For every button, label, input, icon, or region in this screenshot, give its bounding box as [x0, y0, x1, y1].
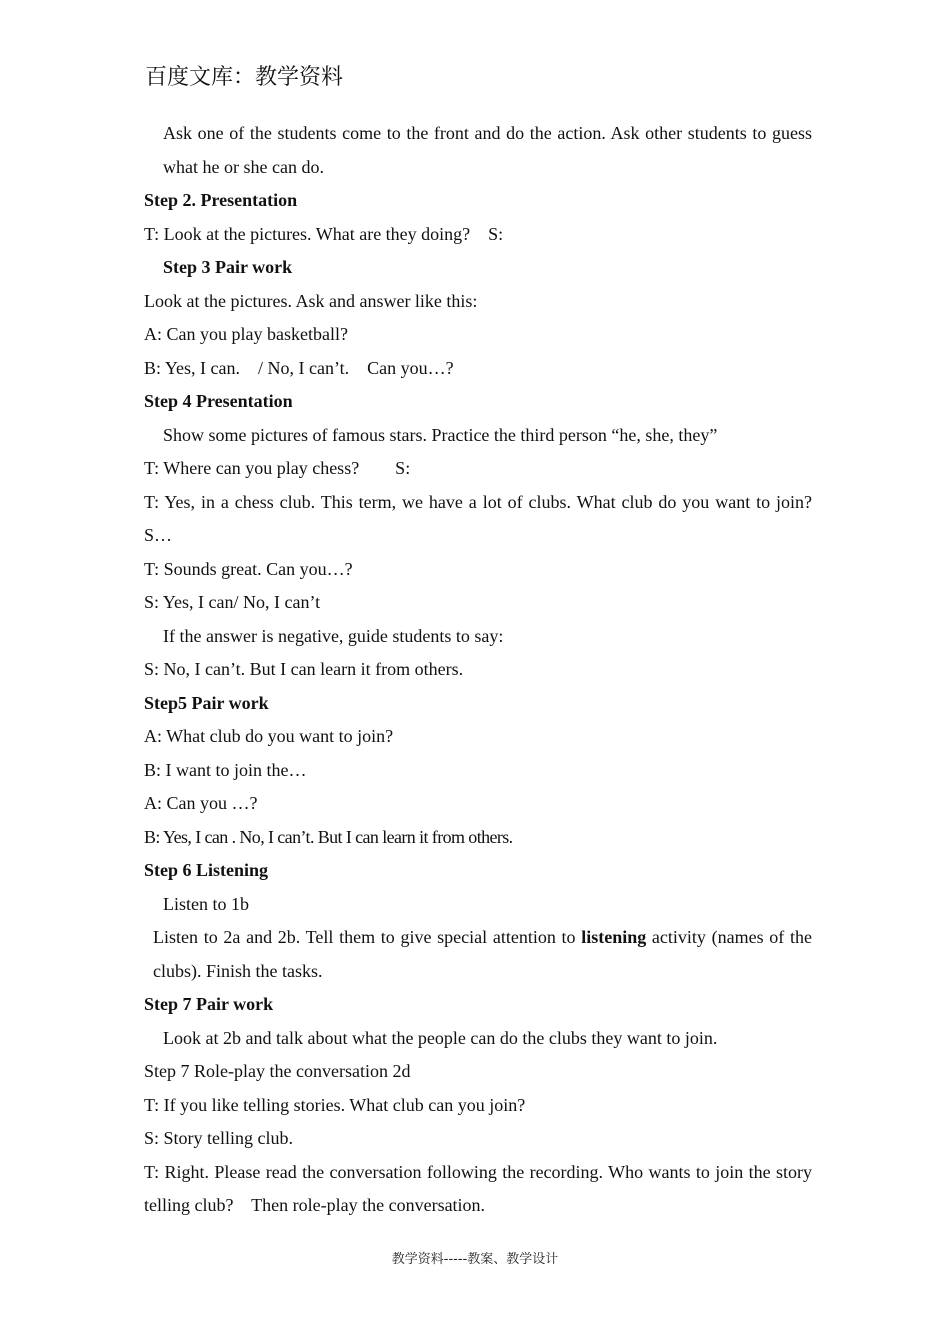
- paragraph: Show some pictures of famous stars. Practice the third person “he, she, they”: [163, 424, 718, 445]
- step-heading: Step 6 Listening: [144, 860, 269, 880]
- dialogue-line: A: Can you …?: [144, 793, 258, 813]
- dialogue-line: T: Sounds great. Can you…?: [144, 558, 353, 579]
- dialogue-line: B: Yes, I can . No, I can’t. But I can learn it from others.: [144, 826, 513, 847]
- document-body: [144, 117, 857, 1223]
- page-footer: 教学资料-----教案、教学设计: [391, 1252, 559, 1267]
- dialogue-line: T: Right. Please read the conversation following the recording. Who wants to join the story telling club? Then role-play the conversation.: [144, 1161, 817, 1215]
- page-header: 百度文库：教学资料: [145, 65, 344, 90]
- paragraph: T: Look at the pictures. What are they doing? S:: [144, 223, 504, 244]
- paragraph: Look at 2b and talk about what the people can do the clubs they want to join.: [163, 1027, 718, 1048]
- paragraph: If the answer is negative, guide students to say:: [163, 625, 504, 646]
- step-heading: Step5 Pair work: [144, 692, 269, 713]
- paragraph-text: Listen to 2a and 2b. Tell them to give special attention to: [153, 927, 582, 947]
- paragraph-text: activity (names of the clubs). Finish the tasks.: [153, 927, 812, 981]
- step-heading: Step 4 Presentation: [144, 391, 293, 411]
- step-heading: Step 3 Pair work: [163, 257, 293, 277]
- paragraph: Look at the pictures. Ask and answer like this:: [144, 290, 478, 311]
- dialogue-line: T: If you like telling stories. What club can you join?: [144, 1094, 526, 1115]
- dialogue-line: S: No, I can’t. But I can learn it from others.: [144, 659, 464, 679]
- emphasis-text: listening: [581, 927, 647, 947]
- paragraph: Listen to 1b: [163, 893, 249, 914]
- dialogue-line: A: What club do you want to join?: [144, 726, 394, 746]
- dialogue-line: B: Yes, I can. / No, I can’t. Can you…?: [144, 357, 454, 378]
- dialogue-line: T: Yes, in a chess club. This term, we have a lot of clubs. What club do you want to join? S…: [144, 491, 857, 545]
- dialogue-line: T: Where can you play chess? S:: [144, 458, 411, 478]
- step-heading-plain: Step 7 Role-play the conversation 2d: [144, 1061, 411, 1081]
- paragraph: [144, 921, 812, 988]
- paragraph: Ask one of the students come to the front and do the action. Ask other students to guess what he or she can do.: [163, 123, 812, 177]
- step-heading: Step 7 Pair work: [144, 994, 274, 1014]
- step-heading: Step 2. Presentation: [144, 190, 298, 210]
- dialogue-line: S: Yes, I can/ No, I can’t: [144, 592, 321, 612]
- dialogue-line: S: Story telling club.: [144, 1128, 294, 1148]
- dialogue-line: B: I want to join the…: [144, 759, 307, 780]
- dialogue-line: A: Can you play basketball?: [144, 324, 348, 344]
